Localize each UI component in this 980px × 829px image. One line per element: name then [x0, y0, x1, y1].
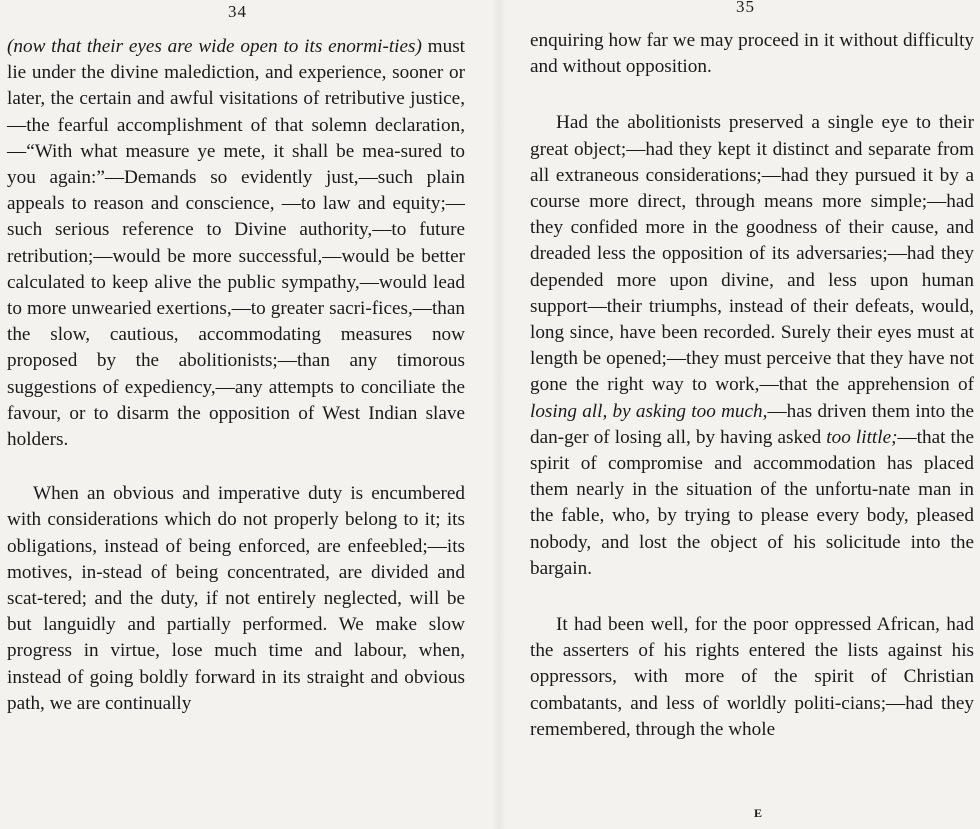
- book-gutter: [492, 0, 506, 829]
- paragraph: enquiring how far we may proceed in it without difficulty and without opposition.: [530, 30, 974, 78]
- page-number-left: 34: [228, 2, 247, 21]
- paragraph: When an obvious and imperative duty is encumbered with considerations which do not properly belong to it; its obligations, instead of being enforced, are enfeebled;—its motives, in-stead of being concentrated, are divided and scat-tered; and the duty, if not entirely neglected, will be but languidly and partially performed. We make slow progress in virtue, lose much time and labour, when, instead of going boldly forward in its straight and obvious path, we are continually: [7, 483, 465, 714]
- italic-phrase: losing all, by asking too much,: [530, 400, 768, 422]
- left-page-text: [7, 34, 465, 717]
- paragraph: It had been well, for the poor oppressed African, had the asserters of his rights entered the lists against his oppressors, with more of the spirit of Christian combatants, and less of worldly politi-cians;—had they remembered, through the whole: [530, 614, 974, 740]
- paragraph: [7, 34, 465, 453]
- italic-phrase: (now that their eyes are wide open to its enormi-ties): [7, 36, 422, 57]
- italic-phrase: too little;: [826, 426, 898, 448]
- paragraph: [530, 110, 974, 582]
- right-page: [506, 0, 980, 829]
- paragraph-text: —that the spirit of compromise and accommodation has placed them nearly in the situation of the unfortu-nate man in the fable, who, by trying to please every body, pleased nobody, and lost the object of his solicitude into the bargain.: [530, 426, 974, 579]
- right-page-text: [530, 28, 974, 743]
- page-number-right: 35: [736, 0, 755, 16]
- paragraph-text: Had the abolitionists preserved a single eye to their great object;—had they kept it distinct and separate from all extraneous considerations;—had they pursued it by a course more direct, through means more simple;—had they confided more in the goodness of their cause, and dreaded less the opposition of its adversaries;—had they depended more upon divine, and less upon human support—their triumphs, instead of their defeats, would, long since, have been recorded. Surely their eyes must at length be opened;—they must perceive that they have not gone the right way to work,—that the apprehension of: [530, 112, 974, 396]
- paragraph-text: —has driven them into the dan-ger of losing all, by having asked: [530, 400, 974, 448]
- signature-mark: E: [754, 806, 764, 820]
- paragraph-text: must lie under the divine malediction, and experience, sooner or later, the certain and awful visitations of retributive justice,—the fearful accomplishment of that solemn declaration,—“With what measure ye mete, it shall be mea-sured to you again:”—Demands so evidently just,—such plain appeals to reason and conscience, —to law and equity;—such serious reference to Divine authority,—to future retribution;—would be more successful,—would be better calculated to keep alive the public sympathy,—would lead to more unwearied exertions,—to greater sacri-fices,—than the slow, cautious, accommodating measures now proposed by the abolitionists;—than any timorous suggestions of expediency,—any attempts to conciliate the favour, or to disarm the opposition of West Indian slave holders.: [7, 36, 465, 451]
